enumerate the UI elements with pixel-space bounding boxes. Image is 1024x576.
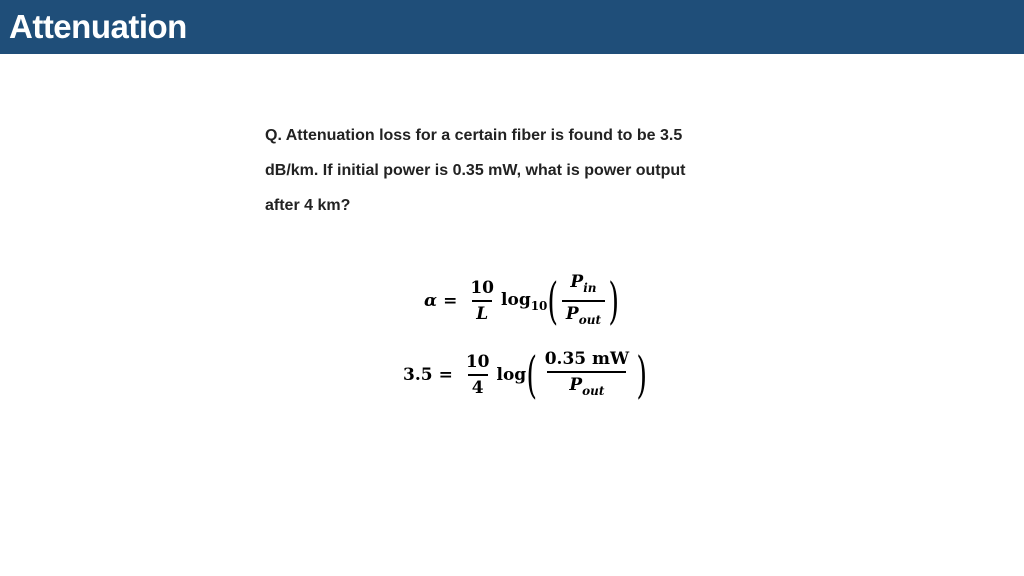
log-base: 10 — [530, 298, 548, 313]
fraction-denominator: 4 — [468, 374, 488, 398]
equals-sign: = — [443, 291, 458, 311]
fraction-10-over-4 — [462, 352, 494, 398]
question-text — [265, 118, 745, 223]
p-in: $P_{in}$ — [570, 272, 597, 295]
question-line-2: dB/km. If initial power is 0.35 mW, what is power output — [265, 162, 686, 179]
fraction-10-over-L — [466, 278, 498, 324]
fraction-denominator: L — [472, 300, 492, 324]
fraction-numerator: 10 — [470, 278, 495, 298]
p-out: $P_{out}$ — [547, 371, 626, 401]
equation-substituted — [403, 346, 648, 404]
question-line-1: Q. Attenuation loss for a certain fiber is found to be 3.5 — [265, 127, 683, 144]
p-in-value: 0.35 mW — [544, 349, 630, 369]
alpha-symbol: α — [424, 291, 438, 311]
left-paren: ( — [526, 346, 538, 404]
attenuation-value: 3.5 — [403, 365, 433, 385]
equation-attenuation-formula — [424, 272, 620, 330]
slide-title: Attenuation — [9, 8, 187, 45]
equals-sign: = — [438, 365, 453, 385]
question-line-3: after 4 km? — [265, 197, 351, 214]
left-paren: ( — [547, 272, 559, 330]
fraction-pin-over-pout — [562, 272, 605, 330]
log-function: $\log_{10}$ — [501, 289, 548, 313]
right-paren: ) — [608, 272, 620, 330]
fraction-power-ratio — [541, 349, 633, 401]
log-function: log — [496, 365, 527, 385]
p-out: $P_{out}$ — [562, 300, 605, 330]
fraction-numerator: 10 — [465, 352, 490, 372]
right-paren: ) — [636, 346, 648, 404]
